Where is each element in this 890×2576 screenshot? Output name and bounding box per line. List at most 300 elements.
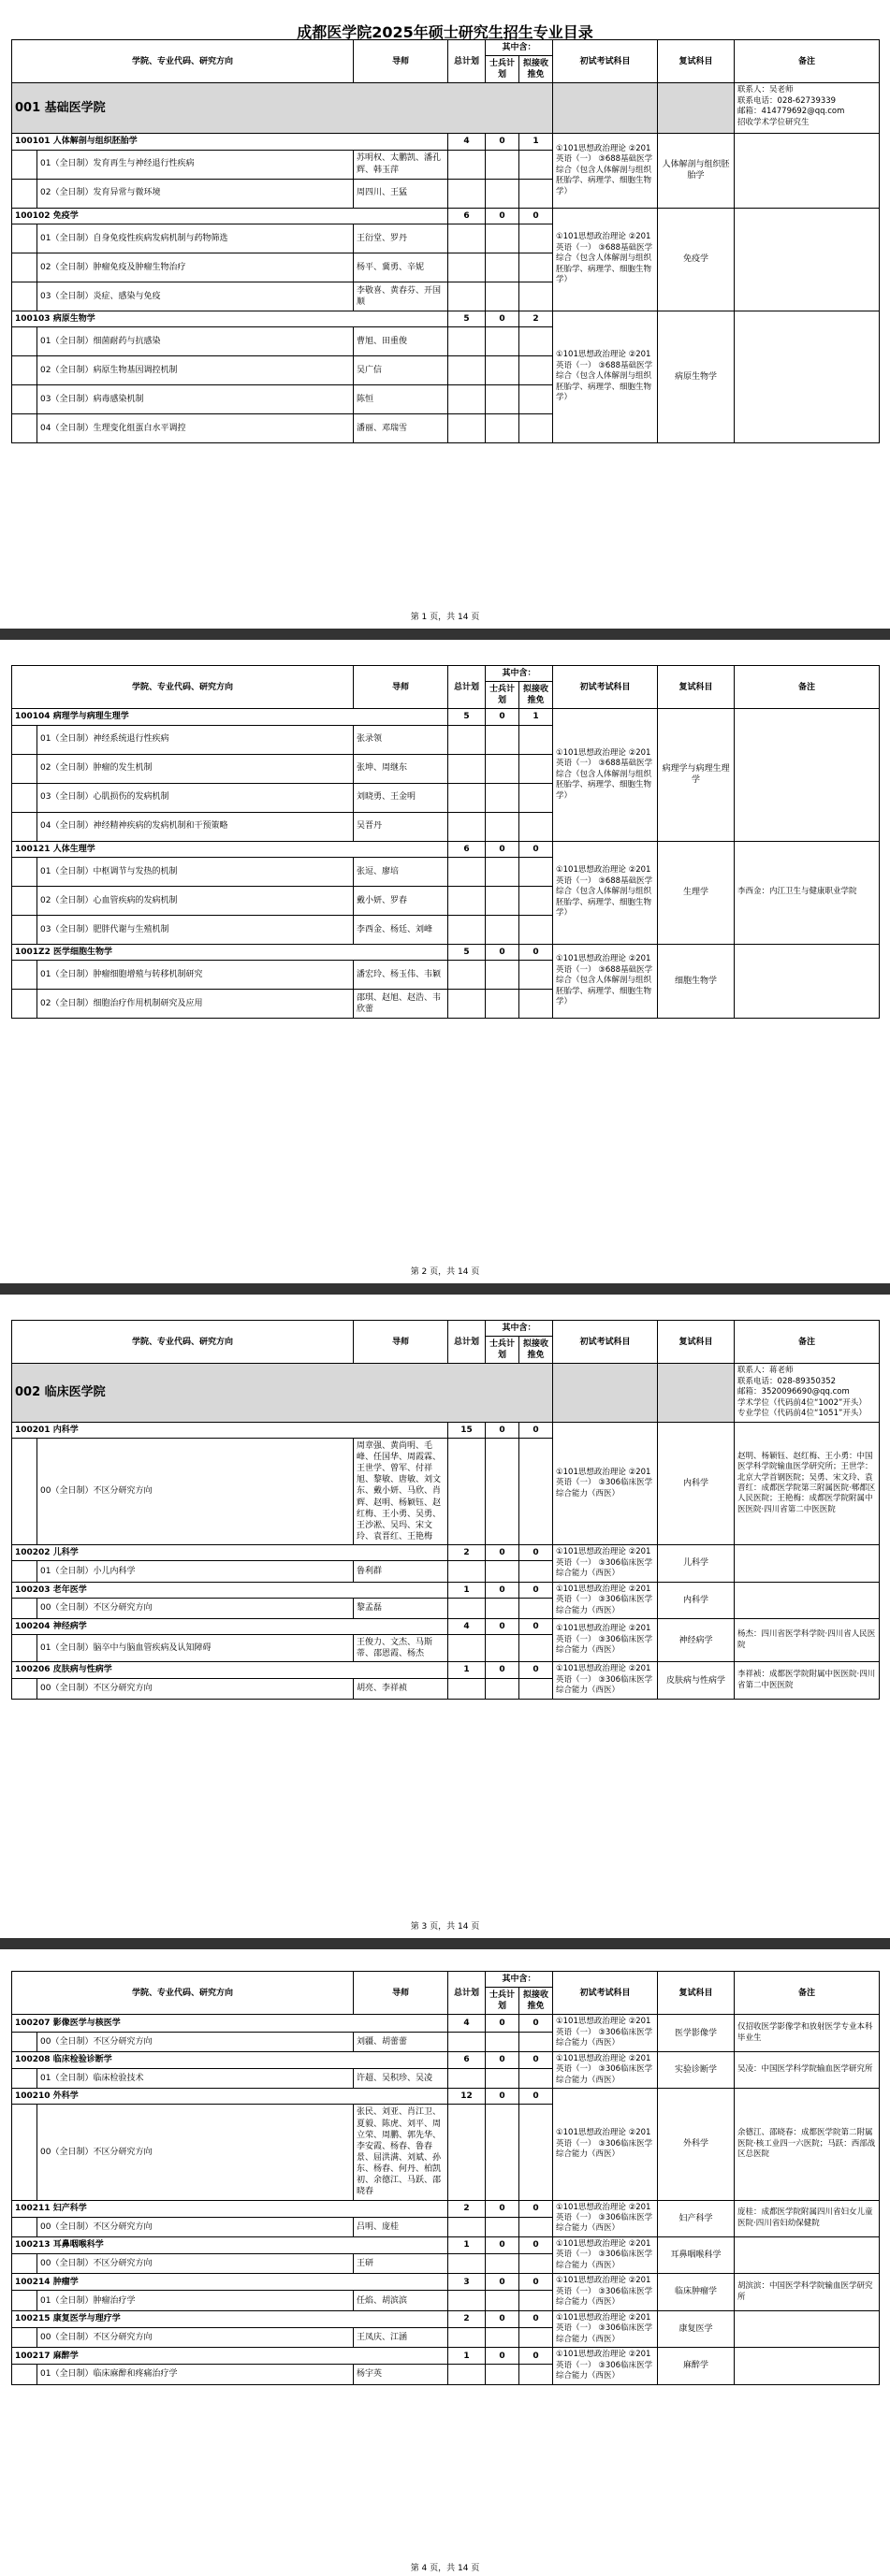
retest-subject: 康复医学 — [658, 2310, 735, 2347]
retest-subject: 耳鼻咽喉科学 — [658, 2236, 735, 2273]
page-footer: 第 3 页，共 14 页 — [410, 1922, 480, 1932]
recommend-count: 0 — [519, 208, 553, 224]
total-plan: 2 — [448, 2310, 486, 2327]
recommend-blank — [519, 725, 553, 754]
direction-code — [12, 326, 37, 355]
recommend-count: 0 — [519, 1545, 553, 1561]
college-retest-blank — [658, 83, 735, 134]
retest-subject: 儿科学 — [658, 1545, 735, 1582]
tutor-list: 吴晋丹 — [354, 812, 448, 841]
soldier-blank — [486, 253, 519, 282]
total-plan: 15 — [448, 1422, 486, 1438]
soldier-plan: 0 — [486, 1582, 519, 1598]
total-blank — [448, 725, 486, 754]
remark — [735, 2310, 880, 2347]
total-blank — [448, 2254, 486, 2274]
total-blank — [448, 355, 486, 384]
recommend-blank — [519, 783, 553, 812]
soldier-plan: 0 — [486, 1618, 519, 1634]
total-blank — [448, 2105, 486, 2200]
tutor-list: 张民、刘亚、肖江卫、夏毅、陈虎、刘平、周立荣、周鹏、郭先华、李安霞、杨春、鲁春景、屈洪满、刘斌、孙东、杨春、何丹、柏凯初、余德江、马跃、邵晓春 — [354, 2105, 448, 2200]
direction-code — [12, 2254, 37, 2274]
total-plan: 6 — [448, 841, 486, 857]
direction-code — [12, 2327, 37, 2347]
research-direction: 01（全日制）发育再生与神经退行性疾病 — [37, 150, 354, 179]
soldier-blank — [486, 2327, 519, 2347]
research-direction: 02（全日制）发育异常与微环境 — [37, 179, 354, 208]
total-blank — [448, 2069, 486, 2089]
soldier-blank — [486, 2105, 519, 2200]
soldier-blank — [486, 2365, 519, 2384]
header-soldier: 士兵计划 — [486, 56, 519, 83]
recommend-blank — [519, 1438, 553, 1544]
remark: 余德江、邵晓春：成都医学院第二附属医院·核工业四一六医院；马跃：西部战区总医院 — [735, 2089, 880, 2200]
remark — [735, 311, 880, 442]
subject-heading: 100207 影像医学与核医学 — [12, 2015, 448, 2032]
subject-heading: 100121 人体生理学 — [12, 841, 448, 857]
total-blank — [448, 2217, 486, 2236]
research-direction: 04（全日制）生理变化组蛋白水平调控 — [37, 413, 354, 442]
soldier-plan: 0 — [486, 2348, 519, 2365]
total-blank — [448, 326, 486, 355]
research-direction: 00（全日制）不区分研究方向 — [37, 1438, 354, 1544]
recommend-count: 0 — [519, 2200, 553, 2217]
soldier-plan: 0 — [486, 709, 519, 725]
direction-code — [12, 282, 37, 311]
subject-heading: 100202 儿科学 — [12, 1545, 448, 1561]
direction-code — [12, 2069, 37, 2089]
college-retest-blank — [658, 1364, 735, 1422]
header-exam: 初试考试科目 — [553, 40, 658, 83]
total-blank — [448, 150, 486, 179]
header-tutor: 导师 — [354, 1321, 448, 1364]
soldier-plan: 0 — [486, 2089, 519, 2105]
header-soldier: 士兵计划 — [486, 1337, 519, 1364]
tutor-list: 王研 — [354, 2254, 448, 2274]
research-direction: 01（全日制）细菌耐药与抗感染 — [37, 326, 354, 355]
total-plan: 5 — [448, 944, 486, 960]
exam-subjects: ①101思想政治理论 ②201英语（一） ③306临床医学综合能力（西医） — [553, 1582, 658, 1618]
direction-code — [12, 253, 37, 282]
catalog-table-page-4 — [11, 1971, 880, 2385]
direction-code — [12, 915, 37, 944]
page-footer: 第 4 页，共 14 页 — [410, 2564, 480, 2573]
tutor-list: 潘丽、邓瑞雪 — [354, 413, 448, 442]
soldier-plan: 0 — [486, 1662, 519, 1678]
soldier-plan: 0 — [486, 944, 519, 960]
retest-subject: 皮肤病与性病学 — [658, 1662, 735, 1699]
college-note-line: 学术学位（代码前4位“1002”开头） — [737, 1397, 867, 1408]
direction-code — [12, 2032, 37, 2051]
exam-subjects: ①101思想政治理论 ②201英语（一） ③688基础医学综合（包含人体解剖与组织胚胎学、病理学、细胞生物学） — [553, 208, 658, 311]
total-plan: 3 — [448, 2274, 486, 2291]
recommend-blank — [519, 253, 553, 282]
total-plan: 6 — [448, 208, 486, 224]
remark: 李西金：内江卫生与健康职业学院 — [735, 841, 880, 944]
college-name: 002 临床医学院 — [12, 1364, 553, 1422]
page-separator — [0, 629, 890, 640]
recommend-count: 0 — [519, 2348, 553, 2365]
subject-heading: 100217 麻醉学 — [12, 2348, 448, 2365]
soldier-blank — [486, 224, 519, 253]
tutor-list: 李敬喜、黄春芬、开国顺 — [354, 282, 448, 311]
research-direction: 03（全日制）肥胖代谢与生殖机制 — [37, 915, 354, 944]
header-tutor: 导师 — [354, 1972, 448, 2015]
recommend-count: 0 — [519, 2015, 553, 2032]
total-blank — [448, 2291, 486, 2310]
college-note-line: 联系人：蒋老师 — [737, 1366, 794, 1376]
soldier-blank — [486, 857, 519, 886]
header-note: 备注 — [735, 666, 880, 709]
total-blank — [448, 857, 486, 886]
header-total: 总计划 — [448, 1972, 486, 2015]
soldier-blank — [486, 754, 519, 783]
recommend-count: 0 — [519, 2274, 553, 2291]
soldier-blank — [486, 2069, 519, 2089]
research-direction: 01（全日制）小儿内科学 — [37, 1561, 354, 1582]
subject-heading: 100213 耳鼻咽喉科学 — [12, 2236, 448, 2253]
remark — [735, 2236, 880, 2273]
header-exam: 初试考试科目 — [553, 1321, 658, 1364]
retest-subject: 免疫学 — [658, 208, 735, 311]
research-direction: 01（全日制）肿瘤细胞增殖与转移机制研究 — [37, 960, 354, 989]
total-blank — [448, 1438, 486, 1544]
header-note: 备注 — [735, 40, 880, 83]
direction-code — [12, 2105, 37, 2200]
direction-code — [12, 989, 37, 1018]
exam-subjects: ①101思想政治理论 ②201英语（一） ③306临床医学综合能力（西医） — [553, 2310, 658, 2347]
exam-subjects: ①101思想政治理论 ②201英语（一） ③306临床医学综合能力（西医） — [553, 2089, 658, 2200]
soldier-blank — [486, 1561, 519, 1582]
tutor-list: 周章强、黄尚明、毛峰、任国华、周霞霖、王世学、曾军、付祥旭、黎敏、唐敏、刘文东、戴小妍、马欣、肖辉、赵明、杨颖钰、赵红梅、王小勇、吴勇、王沙凇、吴玛、宋文玲、袁晋红、王艳梅 — [354, 1438, 448, 1544]
total-blank — [448, 1635, 486, 1662]
tutor-list: 许超、吴积珍、吴凌 — [354, 2069, 448, 2089]
soldier-blank — [486, 812, 519, 841]
recommend-blank — [519, 812, 553, 841]
header-included: 其中含： — [486, 666, 553, 682]
remark — [735, 2348, 880, 2384]
header-major: 学院、专业代码、研究方向 — [12, 1321, 354, 1364]
research-direction: 02（全日制）病原生物基因调控机制 — [37, 355, 354, 384]
recommend-count: 1 — [519, 134, 553, 150]
recommend-blank — [519, 2365, 553, 2384]
total-blank — [448, 2032, 486, 2051]
exam-subjects: ①101思想政治理论 ②201英语（一） ③306临床医学综合能力（西医） — [553, 2274, 658, 2310]
header-major: 学院、专业代码、研究方向 — [12, 1972, 354, 2015]
research-direction: 00（全日制）不区分研究方向 — [37, 1678, 354, 1699]
total-blank — [448, 224, 486, 253]
direction-code — [12, 1678, 37, 1699]
header-major: 学院、专业代码、研究方向 — [12, 666, 354, 709]
tutor-list: 刘晓勇、王金明 — [354, 783, 448, 812]
total-blank — [448, 1678, 486, 1699]
remark: 李祥祯：成都医学院附属中医医院·四川省第二中医医院 — [735, 1662, 880, 1699]
soldier-blank — [486, 282, 519, 311]
soldier-plan: 0 — [486, 1545, 519, 1561]
soldier-blank — [486, 1678, 519, 1699]
recommend-blank — [519, 2069, 553, 2089]
college-note-line: 邮箱：3520096690@qq.com — [737, 1387, 850, 1397]
recommend-blank — [519, 1561, 553, 1582]
header-recommend: 拟接收推免 — [519, 1337, 553, 1364]
total-plan: 12 — [448, 2089, 486, 2105]
total-blank — [448, 2365, 486, 2384]
soldier-blank — [486, 886, 519, 915]
direction-code — [12, 355, 37, 384]
soldier-plan: 0 — [486, 311, 519, 326]
direction-code — [12, 384, 37, 413]
research-direction: 00（全日制）不区分研究方向 — [37, 2217, 354, 2236]
recommend-blank — [519, 2291, 553, 2310]
soldier-blank — [486, 783, 519, 812]
soldier-plan: 0 — [486, 2015, 519, 2032]
remark: 仅招收医学影像学和放射医学专业本科毕业生 — [735, 2015, 880, 2051]
header-recommend: 拟接收推免 — [519, 56, 553, 83]
recommend-count: 0 — [519, 2089, 553, 2105]
recommend-blank — [519, 326, 553, 355]
soldier-blank — [486, 1635, 519, 1662]
recommend-blank — [519, 413, 553, 442]
recommend-count: 0 — [519, 1582, 553, 1598]
header-retest: 复试科目 — [658, 1321, 735, 1364]
subject-heading: 100214 肿瘤学 — [12, 2274, 448, 2291]
direction-code — [12, 150, 37, 179]
remark — [735, 1582, 880, 1618]
remark: 赵明、杨颖钰、赵红梅、王小勇：中国医学科学院输血医学研究所；王世学：北京大学首钢医院；吴勇、宋文玲、袁晋红：成都医学院第三附属医院·郫都区人民医院；王艳梅：成都医学院附属中医医院·四川省第二中医医院 — [735, 1422, 880, 1544]
research-direction: 00（全日制）不区分研究方向 — [37, 2032, 354, 2051]
header-retest: 复试科目 — [658, 1972, 735, 2015]
tutor-list: 刘疆、胡蕾蕾 — [354, 2032, 448, 2051]
recommend-blank — [519, 1598, 553, 1618]
remark — [735, 709, 880, 841]
soldier-blank — [486, 2032, 519, 2051]
total-blank — [448, 960, 486, 989]
tutor-list: 杨平、冀勇、辛妮 — [354, 253, 448, 282]
exam-subjects: ①101思想政治理论 ②201英语（一） ③306临床医学综合能力（西医） — [553, 2236, 658, 2273]
total-plan: 4 — [448, 2015, 486, 2032]
soldier-blank — [486, 960, 519, 989]
tutor-list: 张录领 — [354, 725, 448, 754]
subject-heading: 100104 病理学与病理生理学 — [12, 709, 448, 725]
direction-code — [12, 754, 37, 783]
header-note: 备注 — [735, 1321, 880, 1364]
tutor-list: 杨宇英 — [354, 2365, 448, 2384]
tutor-list: 胡亮、李祥祯 — [354, 1678, 448, 1699]
direction-code — [12, 2291, 37, 2310]
research-direction: 02（全日制）细胞治疗作用机制研究及应用 — [37, 989, 354, 1018]
exam-subjects: ①101思想政治理论 ②201英语（一） ③688基础医学综合（包含人体解剖与组织胚胎学、病理学、细胞生物学） — [553, 134, 658, 208]
subject-heading: 100102 免疫学 — [12, 208, 448, 224]
remark — [735, 208, 880, 311]
retest-subject: 外科学 — [658, 2089, 735, 2200]
soldier-blank — [486, 2291, 519, 2310]
research-direction: 01（全日制）自身免疫性疾病发病机制与药物筛选 — [37, 224, 354, 253]
direction-code — [12, 413, 37, 442]
retest-subject: 实验诊断学 — [658, 2051, 735, 2088]
page-separator — [0, 1938, 890, 1949]
subject-heading: 100201 内科学 — [12, 1422, 448, 1438]
retest-subject: 妇产科学 — [658, 2200, 735, 2236]
tutor-list: 王凤庆、江涵 — [354, 2327, 448, 2347]
total-blank — [448, 915, 486, 944]
research-direction: 01（全日制）临床检验技术 — [37, 2069, 354, 2089]
research-direction: 00（全日制）不区分研究方向 — [37, 2327, 354, 2347]
tutor-list: 吴广信 — [354, 355, 448, 384]
recommend-blank — [519, 989, 553, 1018]
soldier-blank — [486, 384, 519, 413]
tutor-list: 王俊力、文杰、马斯蒂、邵恩霞、杨杰 — [354, 1635, 448, 1662]
soldier-blank — [486, 150, 519, 179]
catalog-table-page-1 — [11, 39, 880, 443]
recommend-count: 0 — [519, 1662, 553, 1678]
research-direction: 01（全日制）神经系统退行性疾病 — [37, 725, 354, 754]
recommend-blank — [519, 2254, 553, 2274]
header-note: 备注 — [735, 1972, 880, 2015]
tutor-list: 苏明权、太鹏凯、潘孔辉、韩玉萍 — [354, 150, 448, 179]
recommend-blank — [519, 754, 553, 783]
exam-subjects: ①101思想政治理论 ②201英语（一） ③306临床医学综合能力（西医） — [553, 2200, 658, 2236]
tutor-list: 张坤、周继东 — [354, 754, 448, 783]
college-note-line: 邮箱：414779692@qq.com — [737, 107, 845, 117]
remark — [735, 134, 880, 208]
total-plan: 1 — [448, 2348, 486, 2365]
recommend-blank — [519, 1678, 553, 1699]
college-exam-blank — [553, 1364, 658, 1422]
research-direction: 00（全日制）不区分研究方向 — [37, 2254, 354, 2274]
total-plan: 1 — [448, 1582, 486, 1598]
recommend-count: 0 — [519, 2051, 553, 2068]
tutor-list: 周四川、王猛 — [354, 179, 448, 208]
total-blank — [448, 754, 486, 783]
research-direction: 00（全日制）不区分研究方向 — [37, 1598, 354, 1618]
header-tutor: 导师 — [354, 40, 448, 83]
recommend-blank — [519, 2032, 553, 2051]
soldier-plan: 0 — [486, 2310, 519, 2327]
exam-subjects: ①101思想政治理论 ②201英语（一） ③306临床医学综合能力（西医） — [553, 2051, 658, 2088]
exam-subjects: ①101思想政治理论 ②201英语（一） ③306临床医学综合能力（西医） — [553, 1618, 658, 1661]
research-direction: 03（全日制）心肌损伤的发病机制 — [37, 783, 354, 812]
tutor-list: 王衍堂、罗丹 — [354, 224, 448, 253]
research-direction: 04（全日制）神经精神疾病的发病机制和干预策略 — [37, 812, 354, 841]
recommend-blank — [519, 384, 553, 413]
total-blank — [448, 989, 486, 1018]
retest-subject: 麻醉学 — [658, 2348, 735, 2384]
remark: 杨杰：四川省医学科学院·四川省人民医院 — [735, 1618, 880, 1661]
college-contact-note — [735, 1364, 880, 1422]
retest-subject: 临床肿瘤学 — [658, 2274, 735, 2310]
subject-heading: 100204 神经病学 — [12, 1618, 448, 1634]
total-plan: 4 — [448, 134, 486, 150]
retest-subject: 医学影像学 — [658, 2015, 735, 2051]
direction-code — [12, 1561, 37, 1582]
page-footer: 第 1 页，共 14 页 — [410, 613, 480, 622]
total-blank — [448, 886, 486, 915]
document-title: 成都医学院2025年硕士研究生招生专业目录 — [297, 23, 593, 41]
remark: 庞桂：成都医学院附属四川省妇女儿童医院·四川省妇幼保健院 — [735, 2200, 880, 2236]
research-direction: 02（全日制）肿瘤免疫及肿瘤生物治疗 — [37, 253, 354, 282]
header-included: 其中含： — [486, 40, 553, 56]
total-plan: 2 — [448, 2200, 486, 2217]
soldier-blank — [486, 2254, 519, 2274]
subject-heading: 100203 老年医学 — [12, 1582, 448, 1598]
tutor-list: 曹旭、田重俊 — [354, 326, 448, 355]
total-blank — [448, 282, 486, 311]
catalog-table-page-2 — [11, 665, 880, 1019]
recommend-count: 0 — [519, 2310, 553, 2327]
header-soldier: 士兵计划 — [486, 682, 519, 709]
college-note-line: 联系人：吴老师 — [737, 85, 794, 95]
recommend-blank — [519, 282, 553, 311]
subject-heading: 100101 人体解剖与组织胚胎学 — [12, 134, 448, 150]
retest-subject: 细胞生物学 — [658, 944, 735, 1018]
total-blank — [448, 413, 486, 442]
subject-heading: 100211 妇产科学 — [12, 2200, 448, 2217]
exam-subjects: ①101思想政治理论 ②201英语（一） ③688基础医学综合（包含人体解剖与组织胚胎学、病理学、细胞生物学） — [553, 944, 658, 1018]
soldier-blank — [486, 355, 519, 384]
direction-code — [12, 725, 37, 754]
header-retest: 复试科目 — [658, 40, 735, 83]
soldier-blank — [486, 915, 519, 944]
exam-subjects: ①101思想政治理论 ②201英语（一） ③688基础医学综合（包含人体解剖与组织胚胎学、病理学、细胞生物学） — [553, 709, 658, 841]
research-direction: 01（全日制）临床麻醉和疼痛治疗学 — [37, 2365, 354, 2384]
direction-code — [12, 812, 37, 841]
exam-subjects: ①101思想政治理论 ②201英语（一） ③306临床医学综合能力（西医） — [553, 1422, 658, 1544]
college-note-line: 招收学术学位研究生 — [737, 117, 810, 127]
recommend-blank — [519, 2327, 553, 2347]
retest-subject: 内科学 — [658, 1582, 735, 1618]
soldier-plan: 0 — [486, 1422, 519, 1438]
total-blank — [448, 1598, 486, 1618]
recommend-count: 0 — [519, 841, 553, 857]
college-name: 001 基础医学院 — [12, 83, 553, 134]
exam-subjects: ①101思想政治理论 ②201英语（一） ③306临床医学综合能力（西医） — [553, 1662, 658, 1699]
college-note-line: 专业学位（代码前4位“1051”开头） — [737, 1409, 867, 1419]
soldier-blank — [486, 413, 519, 442]
recommend-count: 0 — [519, 1422, 553, 1438]
remark: 吴凌：中国医学科学院输血医学研究所 — [735, 2051, 880, 2088]
direction-code — [12, 1635, 37, 1662]
soldier-blank — [486, 1438, 519, 1544]
college-note-line: 联系电话：028-62739339 — [737, 95, 837, 106]
tutor-list: 黎孟磊 — [354, 1598, 448, 1618]
header-exam: 初试考试科目 — [553, 666, 658, 709]
soldier-blank — [486, 179, 519, 208]
direction-code — [12, 886, 37, 915]
research-direction: 03（全日制）病毒感染机制 — [37, 384, 354, 413]
tutor-list: 陈恒 — [354, 384, 448, 413]
direction-code — [12, 179, 37, 208]
tutor-list: 邵琪、赵旭、赵浩、韦欣蕾 — [354, 989, 448, 1018]
direction-code — [12, 783, 37, 812]
total-plan: 2 — [448, 1545, 486, 1561]
recommend-blank — [519, 224, 553, 253]
retest-subject: 病原生物学 — [658, 311, 735, 442]
soldier-blank — [486, 1598, 519, 1618]
tutor-list: 张逗、廖培 — [354, 857, 448, 886]
tutor-list: 潘宏玲、杨玉伟、韦颖 — [354, 960, 448, 989]
exam-subjects: ①101思想政治理论 ②201英语（一） ③306临床医学综合能力（西医） — [553, 1545, 658, 1582]
soldier-plan: 0 — [486, 134, 519, 150]
recommend-blank — [519, 2105, 553, 2200]
recommend-blank — [519, 355, 553, 384]
subject-heading: 100215 康复医学与理疗学 — [12, 2310, 448, 2327]
tutor-list: 李西金、杨廷、刘峰 — [354, 915, 448, 944]
research-direction: 01（全日制）中枢调节与发热的机制 — [37, 857, 354, 886]
college-contact-note — [735, 83, 880, 134]
total-blank — [448, 384, 486, 413]
direction-code — [12, 1438, 37, 1544]
soldier-plan: 0 — [486, 841, 519, 857]
